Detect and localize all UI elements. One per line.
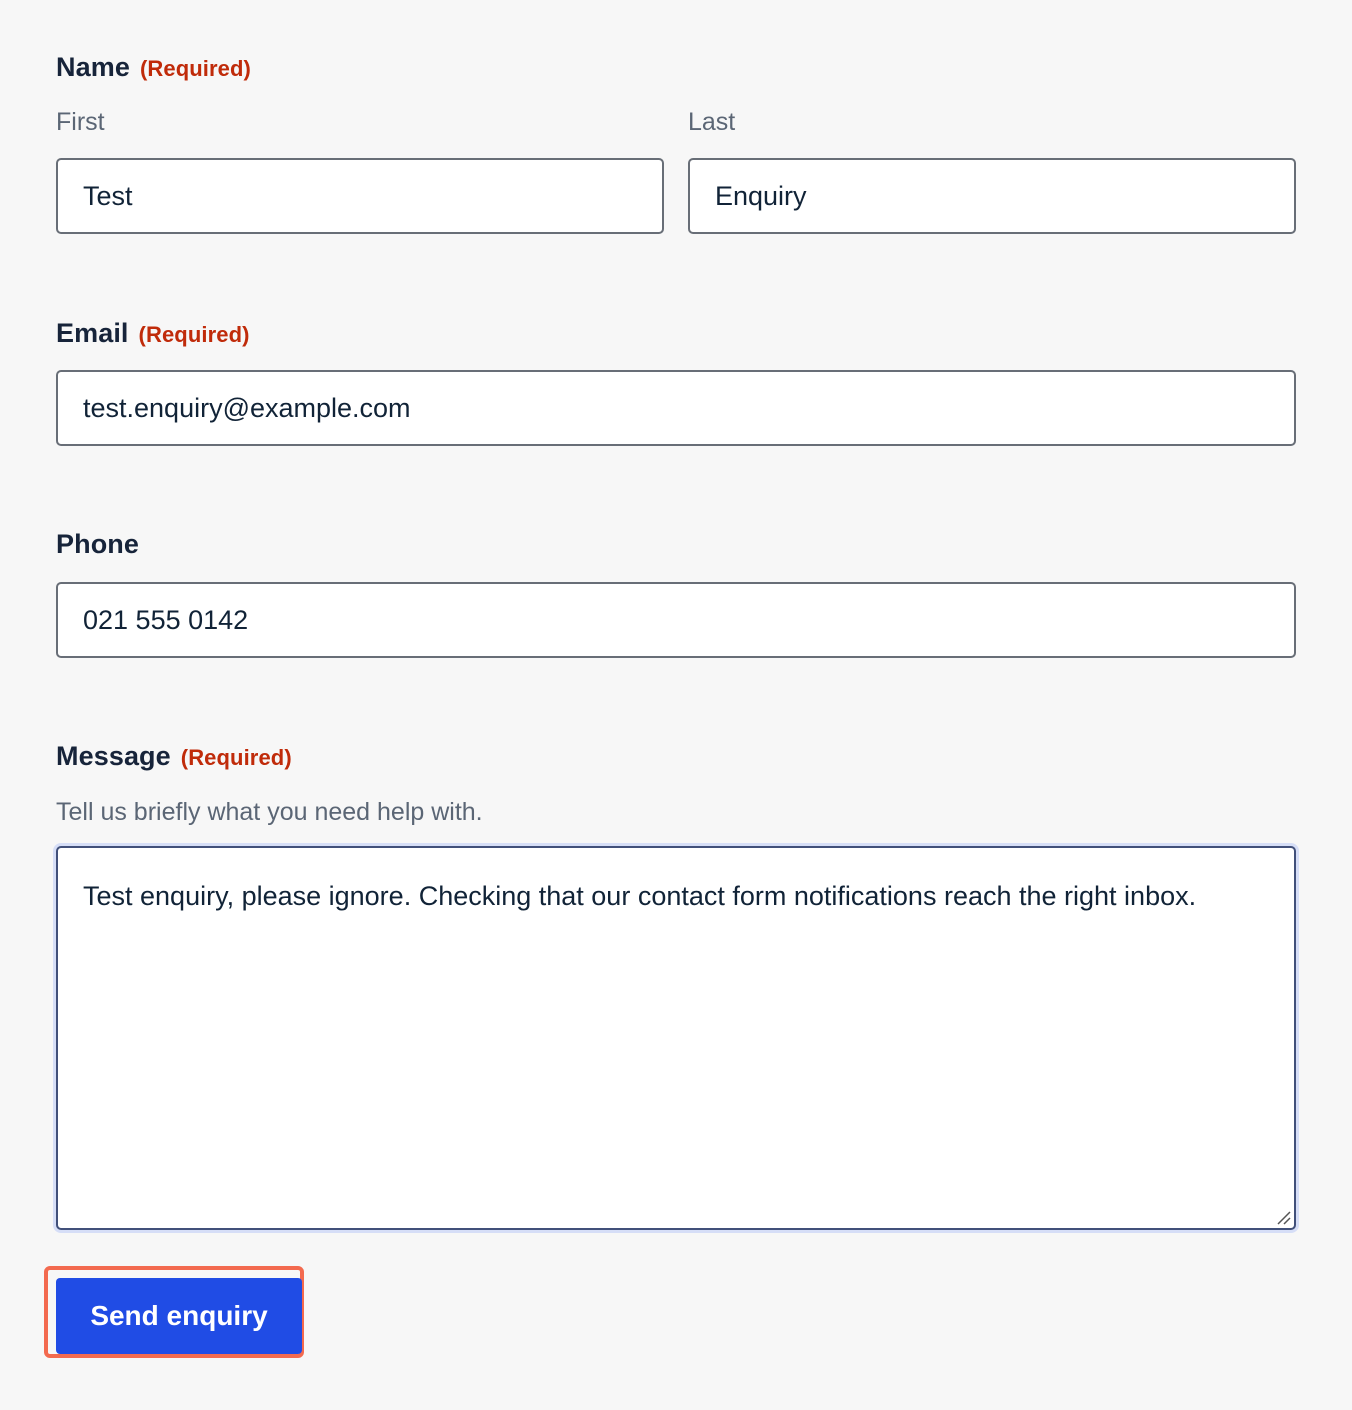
submit-highlight-frame	[44, 1266, 304, 1358]
message-label-text: Message	[56, 741, 171, 771]
phone-input[interactable]: 021 555 0142	[56, 582, 1296, 658]
message-label	[56, 741, 292, 772]
name-label	[56, 52, 251, 83]
phone-label: Phone	[56, 529, 140, 559]
first-name-sublabel: First	[56, 108, 105, 136]
email-label-text: Email	[56, 318, 129, 348]
name-required-indicator: (Required)	[139, 56, 251, 81]
first-name-input[interactable]: Test	[56, 158, 664, 234]
name-label-text: Name	[56, 52, 130, 82]
email-label	[56, 318, 250, 349]
email-required-indicator: (Required)	[138, 322, 250, 347]
message-text: Test enquiry, please ignore. Checking that our contact form notifications reach the right inbox.	[83, 881, 1197, 911]
last-name-input[interactable]: Enquiry	[688, 158, 1296, 234]
email-input[interactable]: test.enquiry@example.com	[56, 370, 1296, 446]
resize-handle-icon[interactable]	[1275, 1209, 1291, 1225]
send-enquiry-button[interactable]: Send enquiry	[56, 1278, 302, 1354]
message-description: Tell us briefly what you need help with.	[56, 798, 483, 826]
last-name-sublabel: Last	[688, 108, 736, 136]
message-textarea[interactable]	[56, 846, 1296, 1230]
message-required-indicator: (Required)	[180, 745, 292, 770]
